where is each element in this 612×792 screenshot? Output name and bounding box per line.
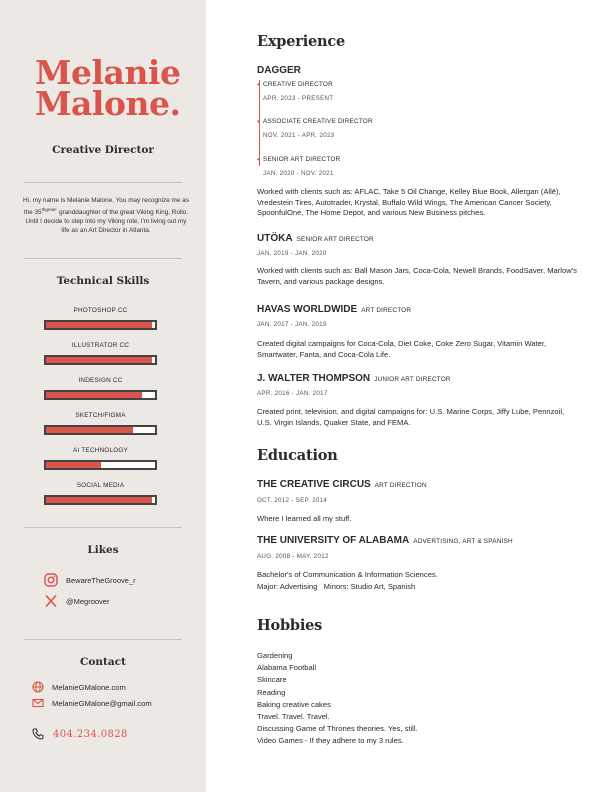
school-field: ART DIRECTION (374, 482, 427, 489)
school-alabama: THE UNIVERSITY OF ALABAMA ADVERTISING, ART & SPANISH (257, 535, 513, 546)
company-havas: HAVAS WORLDWIDE ART DIRECTOR (257, 304, 412, 315)
job-description: Worked with clients such as: AFLAC, Take 5 Oil Change, Kelley Blue Book, Allergan (Allē), Vredestein Tires, Autotrader, Krystal, Buffalo Wild Wings, The American Cancer Society, SpoonfulOne, The Home Depot, and various New Business pitches. (257, 187, 561, 217)
job-description: Created digital campaigns for Coca-Cola, Diet Coke, Coke Zero Sugar, Vitamin Water, Smartwater, Fanta, and Coca-Cola Life. (257, 339, 547, 359)
timeline-dot: • (257, 80, 260, 89)
hobbies-list (257, 650, 418, 748)
role-dates: JAN. 2020 - NOV. 2021 (263, 170, 334, 177)
company-utoka: UTÖKA SENIOR ART DIRECTOR (257, 233, 374, 244)
school-creative-circus: THE CREATIVE CIRCUS ART DIRECTION (257, 479, 427, 490)
globe-icon (32, 681, 44, 693)
skill-bar (44, 460, 157, 470)
school-field: ADVERTISING, ART & SPANISH (413, 538, 513, 545)
contact-phone[interactable] (32, 728, 128, 740)
phone-number: 404.234.0828 (53, 728, 128, 740)
skill-illustrator (44, 342, 157, 365)
skill-photoshop (44, 307, 157, 330)
timeline-dot: • (257, 155, 260, 164)
company-jwt: J. WALTER THOMPSON JUNIOR ART DIRECTOR (257, 373, 451, 384)
name-last: Malone. (35, 84, 181, 123)
like-x[interactable] (44, 594, 109, 608)
hobby-item: Travel. Travel. Travel. (257, 712, 330, 722)
skill-bar (44, 390, 157, 400)
hobby-item: Video Games - If they adhere to my 3 rules. (257, 736, 404, 746)
hobbies-heading: Hobbies (257, 617, 323, 634)
contact-heading: Contact (80, 656, 126, 668)
role-dates: NOV. 2021 - APR. 2023 (263, 132, 335, 139)
job-dates: JAN. 2017 - JAN. 2019 (257, 321, 327, 328)
role-title: CREATIVE DIRECTOR (263, 81, 333, 88)
skill-social-media (44, 482, 157, 505)
contact-website[interactable] (32, 681, 126, 693)
contact-email[interactable] (32, 697, 152, 709)
bio-paragraph: Hi, my name is Melanie Malone. You may recognize me as the $35^{thgreat-}$ granddaughter of the great Viking King, Rollo. Until I decide to step into my Viking role, I'm living out my life as an Art Director in Atlanta. (23, 197, 189, 235)
company-dagger: DAGGER (257, 65, 301, 76)
x-icon (44, 594, 58, 608)
hobby-item: Reading (257, 687, 286, 697)
skills-heading: Technical Skills (56, 275, 150, 287)
skill-label: ILLUSTRATOR CC (71, 342, 130, 349)
divider (24, 258, 182, 259)
divider (24, 639, 182, 640)
skill-bar-fill (46, 357, 152, 363)
like-instagram[interactable] (44, 573, 136, 587)
hobby-item: Discussing Game of Thrones theories. Yes, still. (257, 724, 418, 734)
skill-label: PHOTOSHOP CC (73, 307, 128, 314)
like-text: BewareTheGroove_r (66, 575, 136, 585)
hobby-item: Gardening (257, 651, 293, 660)
divider (24, 182, 182, 183)
contact-text: MelanieGMalone.com (52, 682, 126, 692)
skill-label: AI TECHNOLOGY (72, 447, 129, 454)
job-role: ART DIRECTOR (361, 307, 412, 314)
school-description: Bachelor's of Communication & Information Sciences. (257, 570, 438, 579)
school-description: Where I learned all my stuff. (257, 514, 352, 523)
skill-bar-fill (46, 392, 142, 398)
contact-text: MelanieGMalone@gmail.com (52, 698, 152, 708)
mail-icon (32, 697, 44, 709)
skill-indesign (44, 377, 157, 400)
skill-bar (44, 425, 157, 435)
divider (24, 527, 182, 528)
role-dates: APR. 2023 - PRESENT (263, 95, 334, 102)
skill-bar-fill (46, 427, 133, 433)
school-dates: AUG. 2008 - MAY. 2012 (257, 553, 329, 560)
skill-label: INDESIGN CC (78, 377, 123, 384)
school-dates: OCT. 2012 - SEP. 2014 (257, 497, 328, 504)
instagram-icon (44, 573, 58, 587)
job-role: JUNIOR ART DIRECTOR (374, 376, 451, 383)
skill-bar-fill (46, 462, 101, 468)
experience-heading: Experience (257, 33, 346, 50)
hobby-item: Baking creative cakes (257, 699, 331, 709)
skill-bar (44, 320, 157, 330)
school-major: Major: Advertising Minors: Studio Art, Spanish (257, 582, 416, 591)
job-dates: JAN. 2019 - JAN. 2020 (257, 250, 327, 257)
skill-bar (44, 495, 157, 505)
skill-label: SOCIAL MEDIA (76, 482, 125, 489)
skill-bar (44, 355, 157, 365)
like-text: @Megroover (66, 596, 110, 606)
skill-bar-fill (46, 322, 152, 328)
education-heading: Education (257, 447, 338, 464)
likes-heading: Likes (87, 544, 119, 556)
job-role: SENIOR ART DIRECTOR (296, 236, 374, 243)
phone-icon (32, 728, 44, 740)
job-description: Worked with clients such as: Ball Mason Jars, Coca-Cola, Newell Brands, FoodSaver, Marlow's Tavern, and various package designs. (257, 266, 577, 286)
job-dates: APR. 2016 - JAN. 2017 (257, 390, 328, 397)
job-description: Created print, television, and digital campaigns for: U.S. Marine Corps, Jiffy Lube, Pennzoil, U.S. Virgin Islands, Quaker State, and FEMA. (257, 407, 565, 427)
candidate-name (35, 53, 205, 123)
skill-bar-fill (46, 497, 152, 503)
skill-label: SKETCH/FIGMA (75, 412, 126, 419)
timeline-dot: • (257, 117, 260, 126)
hobby-item: Alabama Football (257, 663, 317, 673)
hobby-item: Skincare (257, 675, 287, 685)
skill-ai-technology (44, 447, 157, 470)
role-title: ASSOCIATE CREATIVE DIRECTOR (263, 118, 373, 125)
job-title: Creative Director (52, 144, 154, 156)
role-title: SENIOR ART DIRECTOR (263, 156, 341, 163)
skill-sketch-figma (44, 412, 157, 435)
name-first: Melanie (35, 53, 181, 92)
